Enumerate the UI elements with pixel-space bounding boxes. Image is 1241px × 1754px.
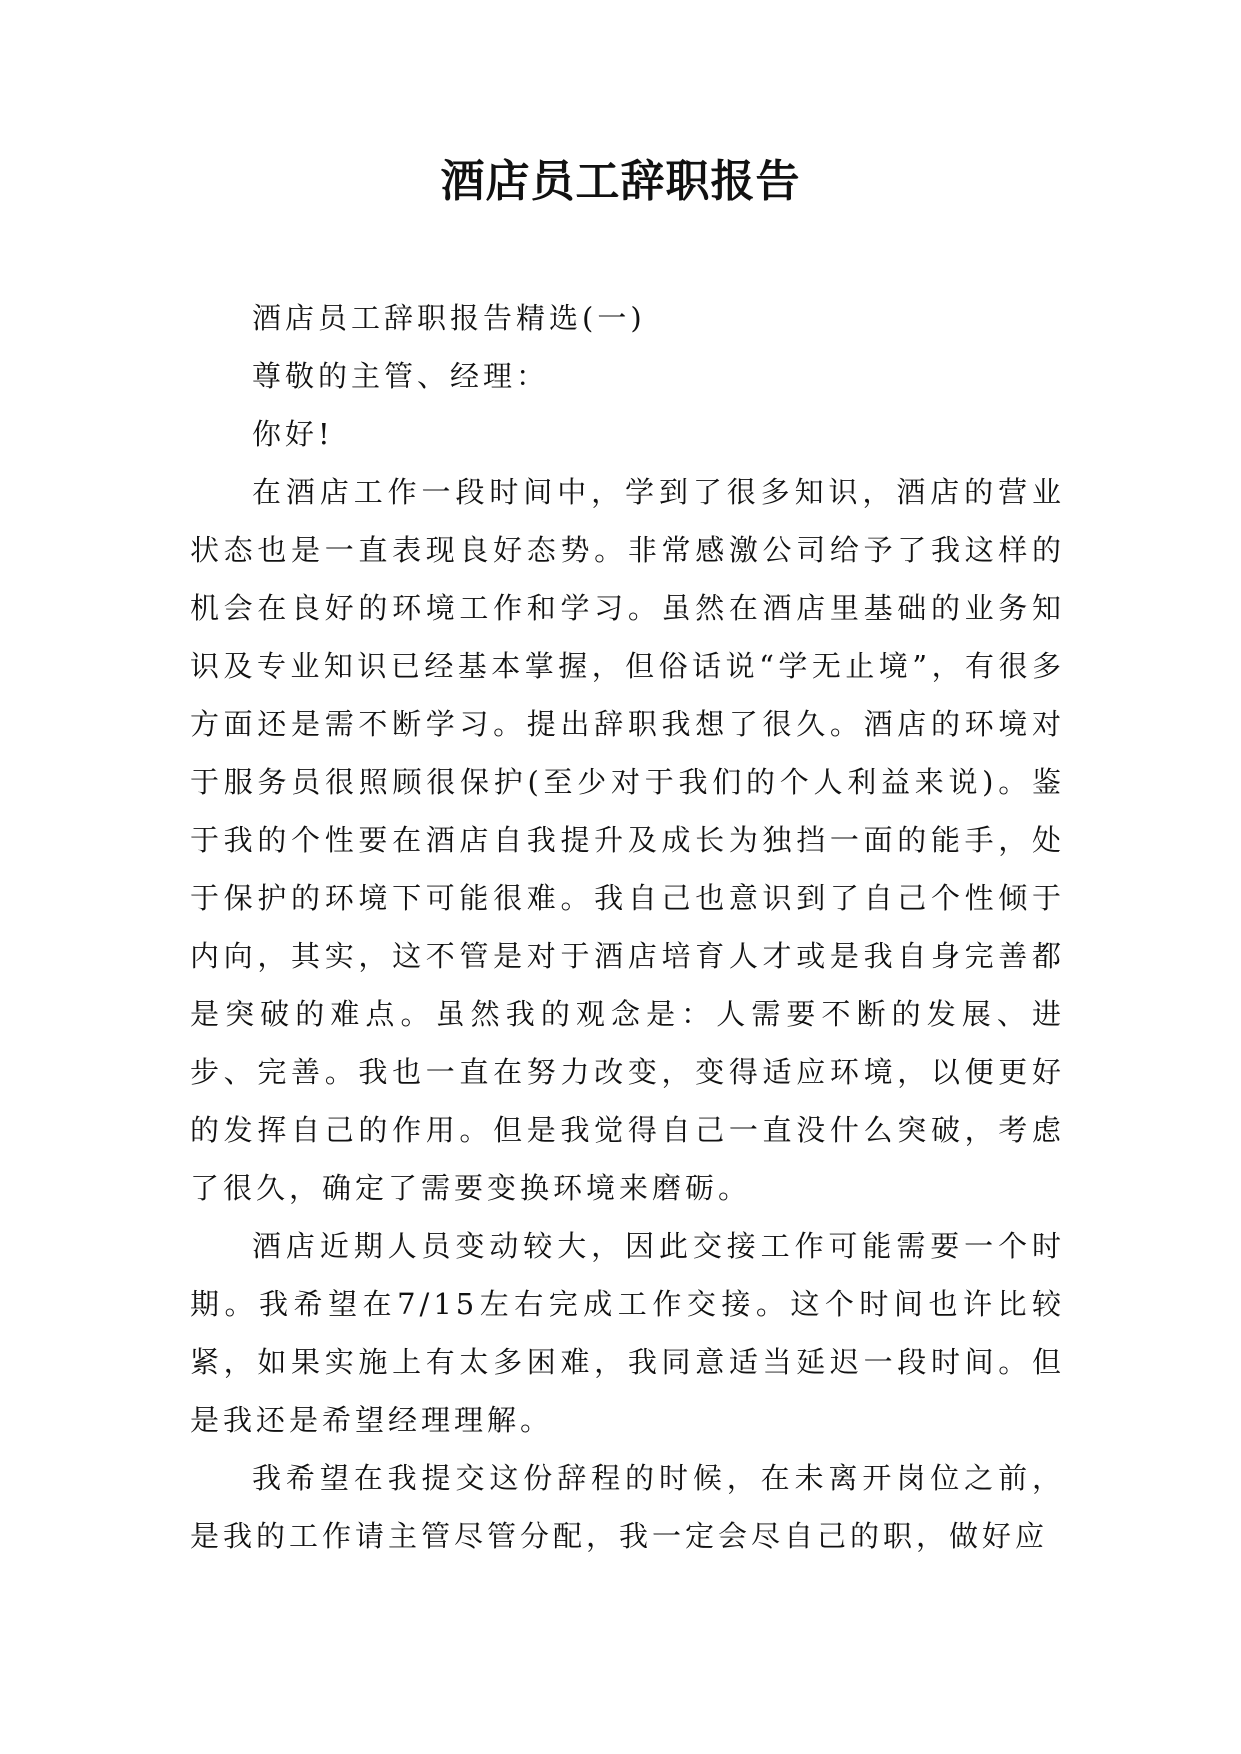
paragraph-salutation: 尊敬的主管、经理： (252, 359, 550, 393)
document-title: 酒店员工辞职报告 (440, 156, 801, 207)
paragraph-closing: 我希望在我提交这份辞程的时候，在未离开岗位之前，是我的工作请主管尽管分配，我一定会尽自己的职，做好应 (190, 1461, 1065, 1553)
document-body (190, 289, 1065, 1565)
paragraph-handover: 酒店近期人员变动较大，因此交接工作可能需要一个时期。我希望在7/15左右完成工作交接。这个时间也许比较紧，如果实施上有太多困难，我同意适当延迟一段时间。但是我还是希望经理理解。 (190, 1229, 1065, 1437)
paragraph-main: 在酒店工作一段时间中，学到了很多知识，酒店的营业状态也是一直表现良好态势。非常感激公司给予了我这样的机会在良好的环境工作和学习。虽然在酒店里基础的业务知识及专业知识已经基本掌握，但俗话说“学无止境”，有很多方面还是需不断学习。提出辞职我想了很久。酒店的环境对于服务员很照顾很保护(至少对于我们的个人利益来说)。鉴于我的个性要在酒店自我提升及成长为独挡一面的能手，处于保护的环境下可能很难。我自己也意识到了自己个性倾于内向，其实，这不管是对于酒店培育人才或是我自身完善都是突破的难点。虽然我的观念是：人需要不断的发展、进步、完善。我也一直在努力改变，变得适应环境，以便更好的发挥自己的作用。但是我觉得自己一直没什么突破，考虑了很久，确定了需要变换环境来磨砺。 (190, 475, 1065, 1205)
paragraph-subtitle: 酒店员工辞职报告精选(一) (252, 301, 646, 335)
paragraph-greeting: 你好! (252, 417, 334, 451)
